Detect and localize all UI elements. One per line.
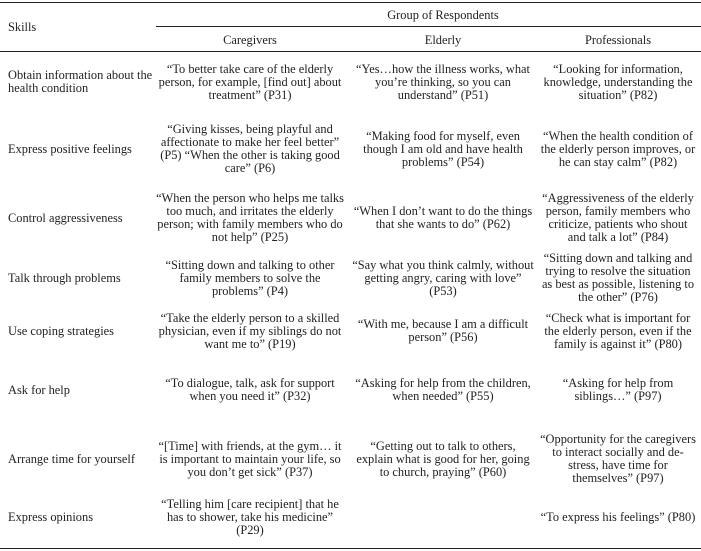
quote-professionals: “Aggressiveness of the elderly person, family members who criticize, patients who shout and talk a lot” (P84) bbox=[542, 191, 694, 244]
quote-caregivers: “Sitting down and talking to other family members to solve the problems” (P4) bbox=[165, 257, 335, 298]
quote-elderly: “Asking for help from the children, when needed” (P55) bbox=[355, 376, 531, 403]
skill-label: Obtain information about the health condition bbox=[8, 68, 153, 95]
quote-elderly bbox=[352, 497, 534, 537]
table-top-rule bbox=[0, 2, 701, 3]
skill-label: Ask for help bbox=[8, 382, 70, 397]
quote-professionals: “Check what is important for the elderly person, even if the family is against it” (P80) bbox=[544, 310, 692, 351]
skill-label: Control aggressiveness bbox=[8, 210, 123, 225]
quote-caregivers: “When the person who helps me talks too much, and irritates the elderly person; with family members who do not help” (P25) bbox=[156, 191, 344, 244]
quote-elderly: “When I don’t want to do the things that she wants to do” (P62) bbox=[353, 204, 533, 231]
group-header-rule bbox=[156, 26, 701, 27]
column-header-caregivers: Caregivers bbox=[223, 33, 277, 47]
quote-professionals: “Asking for help from siblings…” (P97) bbox=[562, 376, 674, 403]
quote-elderly: “Making food for myself, even though I am old and have health problems” (P54) bbox=[363, 128, 523, 169]
quote-caregivers: “[Time] with friends, at the gym… it is important to maintain your life, so you don’t get sick” (P37) bbox=[158, 438, 342, 479]
quote-caregivers: “Take the elderly person to a skilled physician, even if my siblings do not want me to” (P19) bbox=[158, 310, 342, 351]
quote-professionals: “When the health condition of the elderly person improves, or he can stay calm” (P82) bbox=[540, 128, 696, 169]
quote-professionals: “Sitting down and talking and trying to resolve the situation as best as possible, listening to the other” (P76) bbox=[541, 251, 695, 304]
column-header-elderly: Elderly bbox=[424, 33, 462, 47]
quote-professionals: “Opportunity for the caregivers to interact socially and de-stress, have time for themselves” (P97) bbox=[540, 432, 696, 485]
quote-caregivers: “Telling him [care recipient] that he has to shower, take his medicine” (P29) bbox=[161, 496, 339, 537]
skill-label: Express positive feelings bbox=[8, 141, 132, 156]
header-bottom-rule bbox=[0, 51, 701, 52]
quote-professionals: “Looking for information, knowledge, understanding the situation” (P82) bbox=[543, 61, 693, 102]
quote-elderly: “Yes…how the illness works, what you’re thinking, so you can understand” (P51) bbox=[356, 61, 530, 102]
column-header-professionals: Professionals bbox=[584, 33, 652, 47]
group-header: Group of Respondents bbox=[387, 8, 499, 22]
quote-elderly: “With me, because I am a difficult person” (P56) bbox=[357, 317, 529, 344]
quote-elderly: “Getting out to talk to others, explain what is good for her, going to church, praying” (P60) bbox=[356, 438, 530, 479]
quote-caregivers: “To better take care of the elderly person, for example, [find out] about treatment” (P31) bbox=[158, 61, 342, 102]
skills-column-header: Skills bbox=[8, 20, 37, 34]
quote-professionals: “To express his feelings” (P80) bbox=[540, 509, 696, 524]
skill-label: Talk through problems bbox=[8, 270, 121, 285]
quote-caregivers: “To dialogue, talk, ask for support when you need it” (P32) bbox=[165, 376, 335, 403]
quote-caregivers: “Giving kisses, being playful and affectionate to make her feel better” (P5) “When the other is taking good care” (P6) bbox=[160, 122, 340, 175]
skill-label: Arrange time for yourself bbox=[8, 451, 135, 466]
skill-label: Express opinions bbox=[8, 509, 94, 524]
table-bottom-rule bbox=[0, 548, 701, 549]
skill-label: Use coping strategies bbox=[8, 323, 114, 338]
quote-elderly: “Say what you think calmly, without getting angry, caring with love” (P53) bbox=[352, 257, 534, 298]
